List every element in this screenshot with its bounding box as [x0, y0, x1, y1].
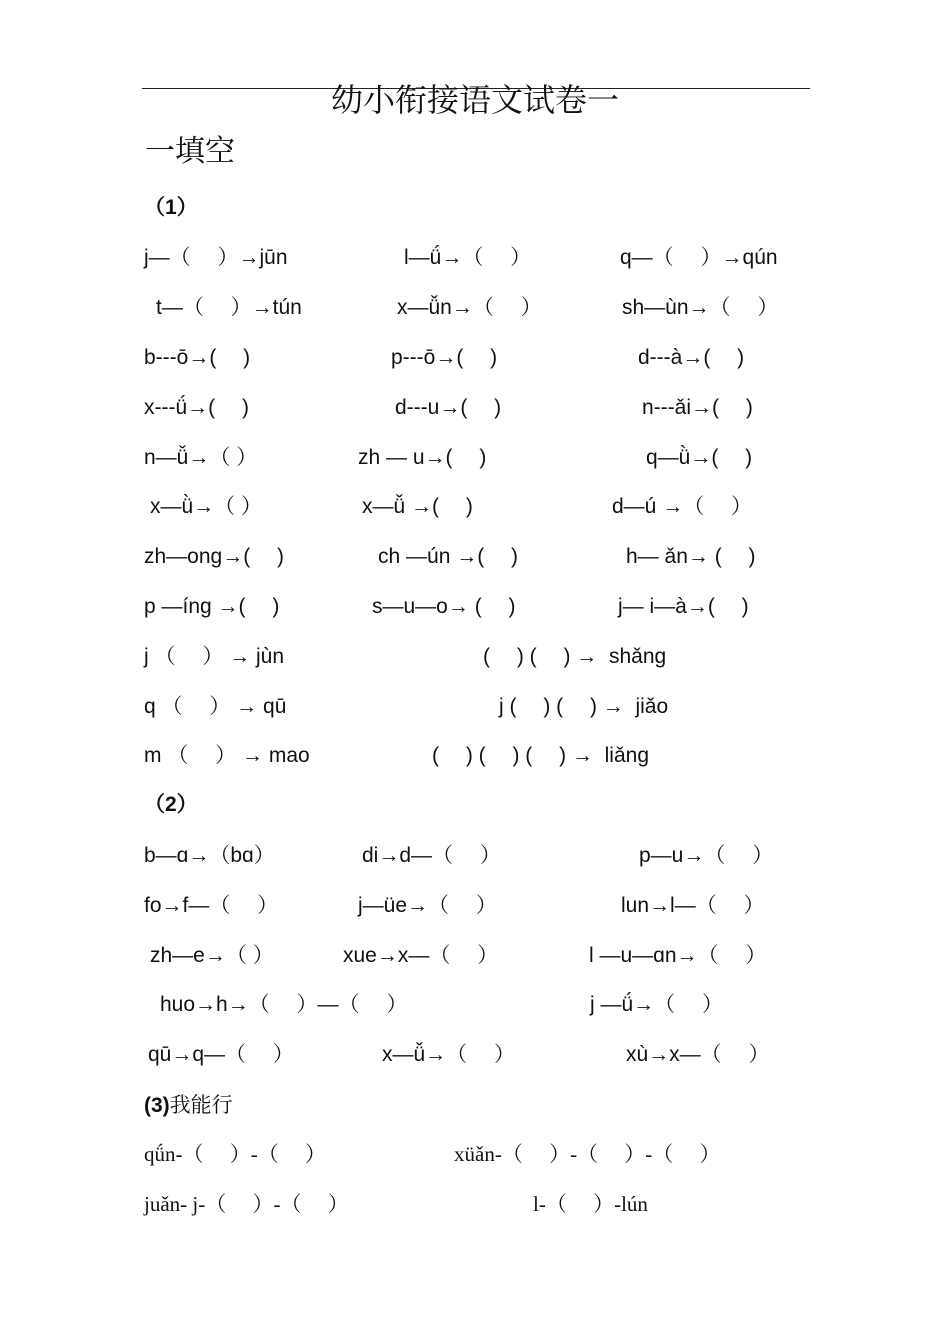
exercise-item: d---à→( ) — [638, 346, 745, 369]
exercise-item: zh—ong→( ) — [144, 545, 285, 568]
exercise-item: x---ǘ→( ) — [144, 396, 249, 419]
exercise-item: xue→x—（ ） — [343, 944, 499, 967]
exercise-item: d—ú →（ ） — [612, 495, 753, 518]
exercise-item: qǘn-（ ）-（ ） — [144, 1142, 326, 1166]
exercise-item: ch —ún →( ) — [378, 545, 519, 568]
exercise-item: x—ǚn→（ ） — [397, 296, 542, 319]
exercise-item: l —u—ɑn→（ ） — [589, 944, 767, 967]
exercise-item: p---ō→( ) — [391, 346, 498, 369]
exercise-item: lun→l—（ ） — [621, 894, 765, 917]
exercise-item: x—ǚ →( ) — [362, 495, 473, 518]
exercise-item: di→d—（ ） — [362, 844, 501, 867]
part3-number: (3) — [144, 1094, 170, 1117]
exercise-item: q—ǜ→( ) — [646, 446, 753, 469]
exercise-item: q （ ） → qū — [144, 695, 287, 718]
exercise-item: b---ō→( ) — [144, 346, 251, 369]
exercise-item: l—ǘ→（ ） — [404, 246, 532, 269]
exercise-item: n---ǎi→( ) — [642, 396, 753, 419]
exercise-item: fo→f—（ ） — [144, 894, 279, 917]
exercise-item: x—ǚ→（ ） — [382, 1043, 516, 1066]
exercise-item: qū→q—（ ） — [148, 1043, 294, 1066]
part3-label — [144, 1090, 233, 1121]
part2-label: （2） — [144, 793, 198, 816]
exercise-item: xüǎn-（ ）-（ ）-（ ） — [454, 1142, 721, 1166]
exercise-item: j —ǘ→（ ） — [590, 993, 724, 1016]
exercise-item: j—（ ）→jūn — [144, 246, 288, 269]
exercise-item: j （ ） → jùn — [144, 645, 285, 668]
exercise-item: m （ ） → mao — [144, 744, 310, 767]
exercise-item: juǎn- j-（ ）-（ ） — [144, 1192, 349, 1216]
exercise-item: xù→x—（ ） — [626, 1043, 770, 1066]
exercise-item: q—（ ）→qún — [620, 246, 778, 269]
exercise-item: l-（ ）-lún — [533, 1192, 648, 1216]
exercise-item: h— ǎn→ ( ) — [626, 545, 756, 568]
exercise-item: p —íng →( ) — [144, 595, 280, 618]
exercise-item: ( ) ( ) ( ) → liǎng — [432, 744, 650, 767]
exercise-item: d---u→( ) — [395, 396, 502, 419]
exercise-item: j ( ) ( ) → jiǎo — [499, 695, 669, 718]
part1-label: （1） — [144, 196, 198, 219]
exercise-item: sh—ùn→（ ） — [622, 296, 779, 319]
exercise-item: zh—e→（ ） — [150, 944, 274, 967]
exercise-item: huo→h→（ ）—（ ） — [160, 993, 408, 1016]
exercise-item: s—u—o→ ( ) — [372, 595, 516, 618]
exercise-item: b—ɑ→（bɑ） — [144, 844, 275, 867]
exercise-item: t—（ ）→tún — [156, 296, 302, 319]
exercise-item: j—üe→（ ） — [358, 894, 497, 917]
exercise-item: zh — u→( ) — [358, 446, 487, 469]
exercise-item: j— i—à→( ) — [618, 595, 749, 618]
part3-title: 我能行 — [169, 1093, 233, 1117]
exercise-item: x—ǜ→（ ） — [150, 495, 263, 518]
exercise-item: p—u→（ ） — [639, 844, 774, 867]
section-heading: 一填空 — [145, 134, 235, 169]
exercise-item: n—ǚ→（ ） — [144, 446, 258, 469]
exercise-item: ( ) ( ) → shǎng — [483, 645, 667, 668]
page-title: 幼小衔接语文试卷一 — [330, 81, 619, 119]
